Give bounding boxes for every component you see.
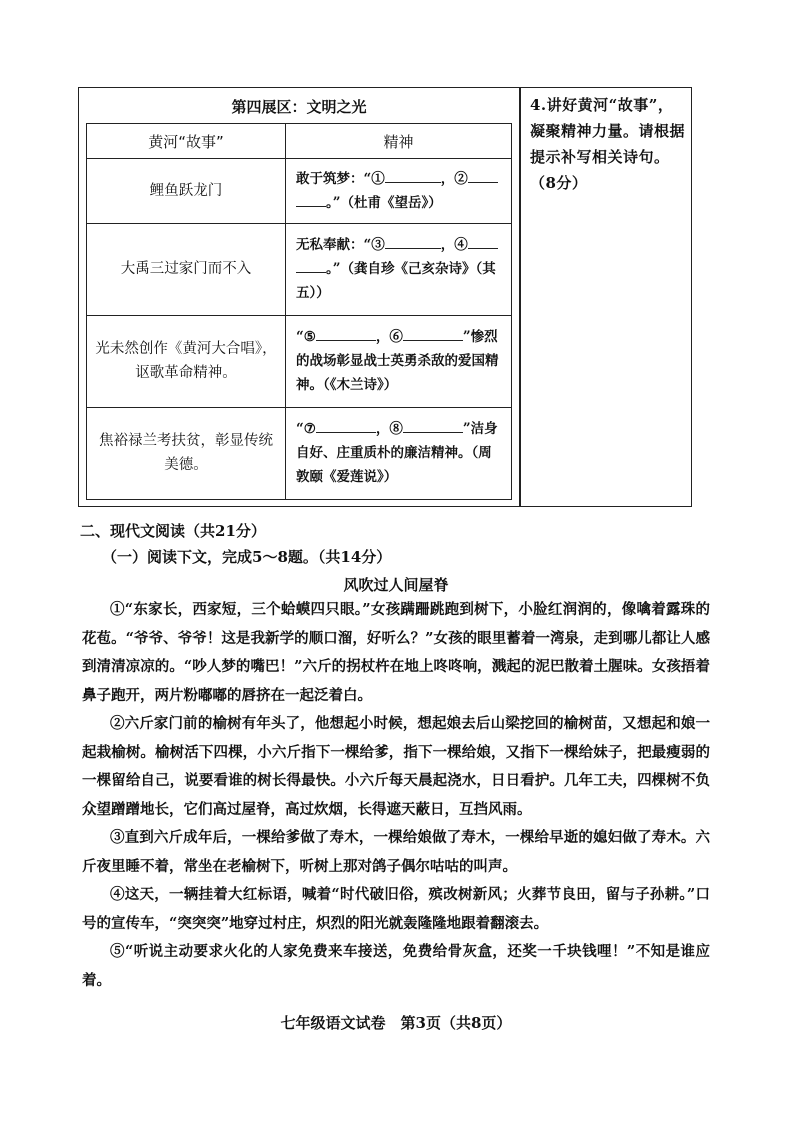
prompt-text: ”洁身自好、庄重质朴的廉洁精神。（周敦颐《爱莲说》） [296,421,498,486]
prompt-text: ”惨烈的战场彰显战士英勇杀敌的爱国精神。（《木兰诗》） [296,329,499,394]
table-header-row [87,124,512,159]
paragraph-1: ①“东家长，西家短，三个蛤蟆四只眼。”女孩蹒跚跳跑到树下，小脸红润润的，像噙着露珠的花苞。“爷爷、爷爷！这是我新学的顺口溜，好听么？”女孩的眼里蓄着一湾泉，走到哪儿都让人感到清清凉凉的。“吵人梦的嘴巴！”六斤的拐杖杵在地上咚咚响，溅起的泥巴散着土腥味。女孩捂着鼻子跑开，两片粉嘟嘟的唇挤在一起泛着白。 [82,601,710,704]
answer-blank-7[interactable] [316,417,376,433]
story-cell: 焦裕禄兰考扶贫，彰显传统美德。 [87,407,286,499]
table-row [87,315,512,407]
story-cell: 光未然创作《黄河大合唱》，讴歌革命精神。 [87,315,286,407]
spirit-cell [286,159,512,224]
prompt-text: ，④ [440,237,468,254]
paragraph-5: ⑤“听说主动要求火化的人家免费来车接送，免费给骨灰盒，还奖一千块钱哩！”不知是谁应着。 [82,943,710,989]
prompt-text: “⑦ [296,421,316,438]
question-4-text: 4.讲好黄河“故事”，凝聚精神力量。请根据提示补写相关诗句。（8分） [530,96,686,192]
story-cell: 大禹三过家门而不入 [87,223,286,315]
article-body [82,596,710,995]
answer-blank-5[interactable] [316,325,376,341]
article-title: 风吹过人间屋脊 [343,576,449,594]
subsection-heading: （一）阅读下文，完成5～8题。（共14分） [102,548,392,566]
column-divider [519,87,521,507]
answer-blank-1[interactable] [385,167,441,183]
prompt-text: ，⑧ [375,421,403,438]
column-header-spirit: 精神 [286,124,512,159]
paragraph-2: ②六斤家门前的榆树有年头了，他想起小时候，想起娘去后山梁挖回的榆树苗，又想起和娘一起栽榆树。榆树活下四棵，小六斤指下一棵给爹，指下一棵给娘，又指下一棵给妹子，把最瘦弱的一棵留给自己，说要看谁的树长得最快。小六斤每天晨起浇水，日日看护。几年工夫，四棵树不负众望蹭蹭地长，它们高过屋脊，高过炊烟，长得遮天蔽日，互挡风雨。 [82,715,710,818]
table-row [87,407,512,499]
prompt-text: 。”（杜甫《望岳》） [326,194,442,211]
spirit-cell [286,315,512,407]
answer-blank-3[interactable] [385,233,441,249]
answer-blank-2[interactable] [468,167,498,183]
column-header-story: 黄河“故事” [87,124,286,159]
prompt-text: 无私奉献：“③ [296,237,385,254]
answer-blank-4[interactable] [468,233,498,249]
answer-blank-6[interactable] [403,325,463,341]
table-row [87,223,512,315]
table-row [87,159,512,224]
prompt-text: 敢于筑梦：“① [296,170,385,187]
exhibit-title: 第四展区：文明之光 [231,98,367,116]
paragraph-4: ④这天，一辆挂着大红标语，喊着“时代破旧俗，殡改树新风；火葬节良田，留与子孙耕。”口号的宣传车，“突突突”地穿过村庄，炽烈的阳光就轰隆隆地跟着翻滚去。 [82,886,710,932]
prompt-text: ，② [440,170,468,187]
answer-blank-4-cont[interactable] [296,257,326,273]
story-cell: 鲤鱼跃龙门 [87,159,286,224]
prompt-text: “⑤ [296,329,316,346]
prompt-text: 。”（龚自珍《己亥杂诗》（其五）） [296,261,496,302]
prompt-text: ，⑥ [375,329,403,346]
spirit-cell [286,223,512,315]
spirit-cell [286,407,512,499]
page-footer: 七年级语文试卷 第3页（共8页） [280,1014,512,1032]
answer-blank-8[interactable] [403,417,463,433]
answer-blank-2-cont[interactable] [296,191,326,207]
exhibit-table [86,123,512,500]
paragraph-3: ③直到六斤成年后，一棵给爹做了寿木，一棵给娘做了寿木，一棵给早逝的媳妇做了寿木。六斤夜里睡不着，常坐在老榆树下，听树上那对鸽子偶尔咕咕的叫声。 [82,829,710,875]
section-heading: 二、现代文阅读（共21分） [80,522,266,540]
